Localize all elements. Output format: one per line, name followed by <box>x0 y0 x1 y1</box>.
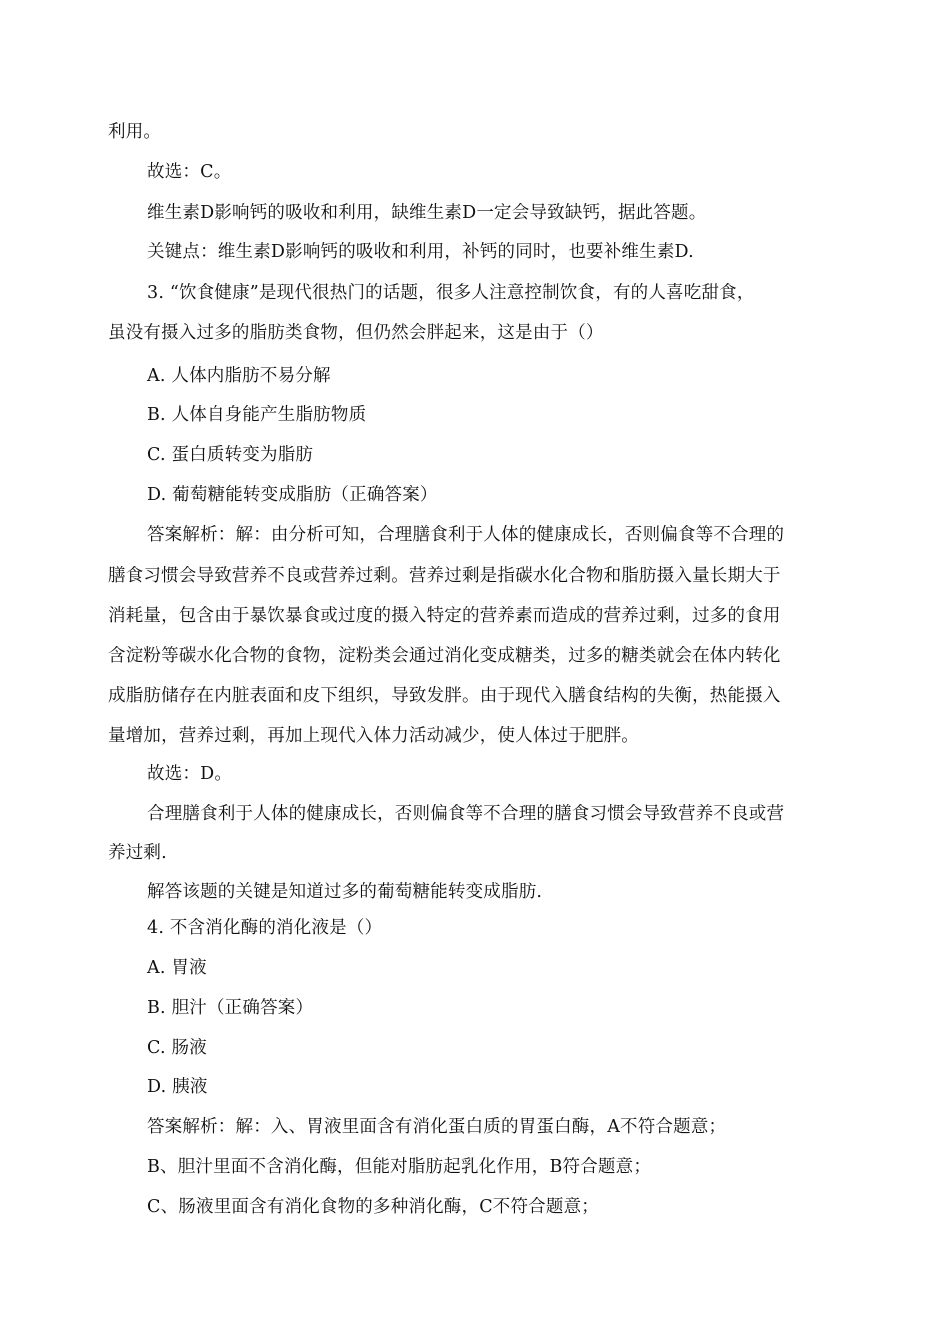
answer-analysis: 成脂肪储存在内脏表面和皮下组织，导致发胖。由于现代入膳食结构的失衡，热能摄入 <box>108 686 781 706</box>
text-line: 利用。 <box>108 122 162 142</box>
answer-analysis: 膳食习惯会导致营养不良或营养过剩。营养过剩是指碳水化合物和脂肪摄入量长期大于 <box>108 566 781 586</box>
question-3-text: 3. “饮食健康”是现代很热门的话题，很多人注意控制饮食，有的人喜吃甜食， <box>147 283 755 303</box>
text-line: 关键点：维生素D影响钙的吸收和利用，补钙的同时，也要补维生素D. <box>147 242 694 262</box>
option-d: D. 胰液 <box>147 1077 208 1097</box>
option-a: A. 人体内脂肪不易分解 <box>147 366 331 386</box>
text-line: 解答该题的关键是知道过多的葡萄糖能转变成脂肪. <box>147 882 543 902</box>
question-3-text: 虽没有摄入过多的脂肪类食物，但仍然会胖起来，这是由于（） <box>108 323 604 343</box>
text-line: 维生素D影响钙的吸收和利用，缺维生素D一定会导致缺钙，据此答题。 <box>147 203 707 223</box>
question-4-text: 4. 不含消化酶的消化液是（） <box>147 918 383 938</box>
answer-analysis: 消耗量，包含由于暴饮暴食或过度的摄入特定的营养素而造成的营养过剩，过多的食用 <box>108 606 781 626</box>
text-line: 合理膳食利于人体的健康成长，否则偏食等不合理的膳食习惯会导致营养不良或营 <box>147 804 785 824</box>
answer-analysis: 含淀粉等碳水化合物的食物，淀粉类会通过消化变成糖类，过多的糖类就会在体内转化 <box>108 646 781 666</box>
answer-analysis: 答案解析：解：由分析可知，合理膳食利于人体的健康成长，否则偏食等不合理的 <box>147 525 785 545</box>
answer-analysis: 量增加，营养过剩，再加上现代入体力活动减少，使人体过于肥胖。 <box>108 726 639 746</box>
option-d-correct: D. 葡萄糖能转变成脂肪（正确答案） <box>147 485 438 505</box>
option-b: B. 人体自身能产生脂肪物质 <box>147 405 367 425</box>
answer-analysis: B、胆汁里面不含消化酶，但能对脂肪起乳化作用，B符合题意； <box>147 1157 652 1177</box>
option-c: C. 肠液 <box>147 1038 207 1058</box>
text-line: 故选：D。 <box>147 764 233 784</box>
answer-analysis: C、肠液里面含有消化食物的多种消化酶，C不符合题意； <box>147 1197 599 1217</box>
answer-analysis: 答案解析：解：入、胃液里面含有消化蛋白质的胃蛋白酶，A不符合题意； <box>147 1117 727 1137</box>
text-line: 养过剩. <box>108 843 167 863</box>
option-b-correct: B. 胆汁（正确答案） <box>147 998 314 1018</box>
option-c: C. 蛋白质转变为脂肪 <box>147 445 314 465</box>
option-a: A. 胃液 <box>147 958 207 978</box>
text-line: 故选：C。 <box>147 162 232 182</box>
